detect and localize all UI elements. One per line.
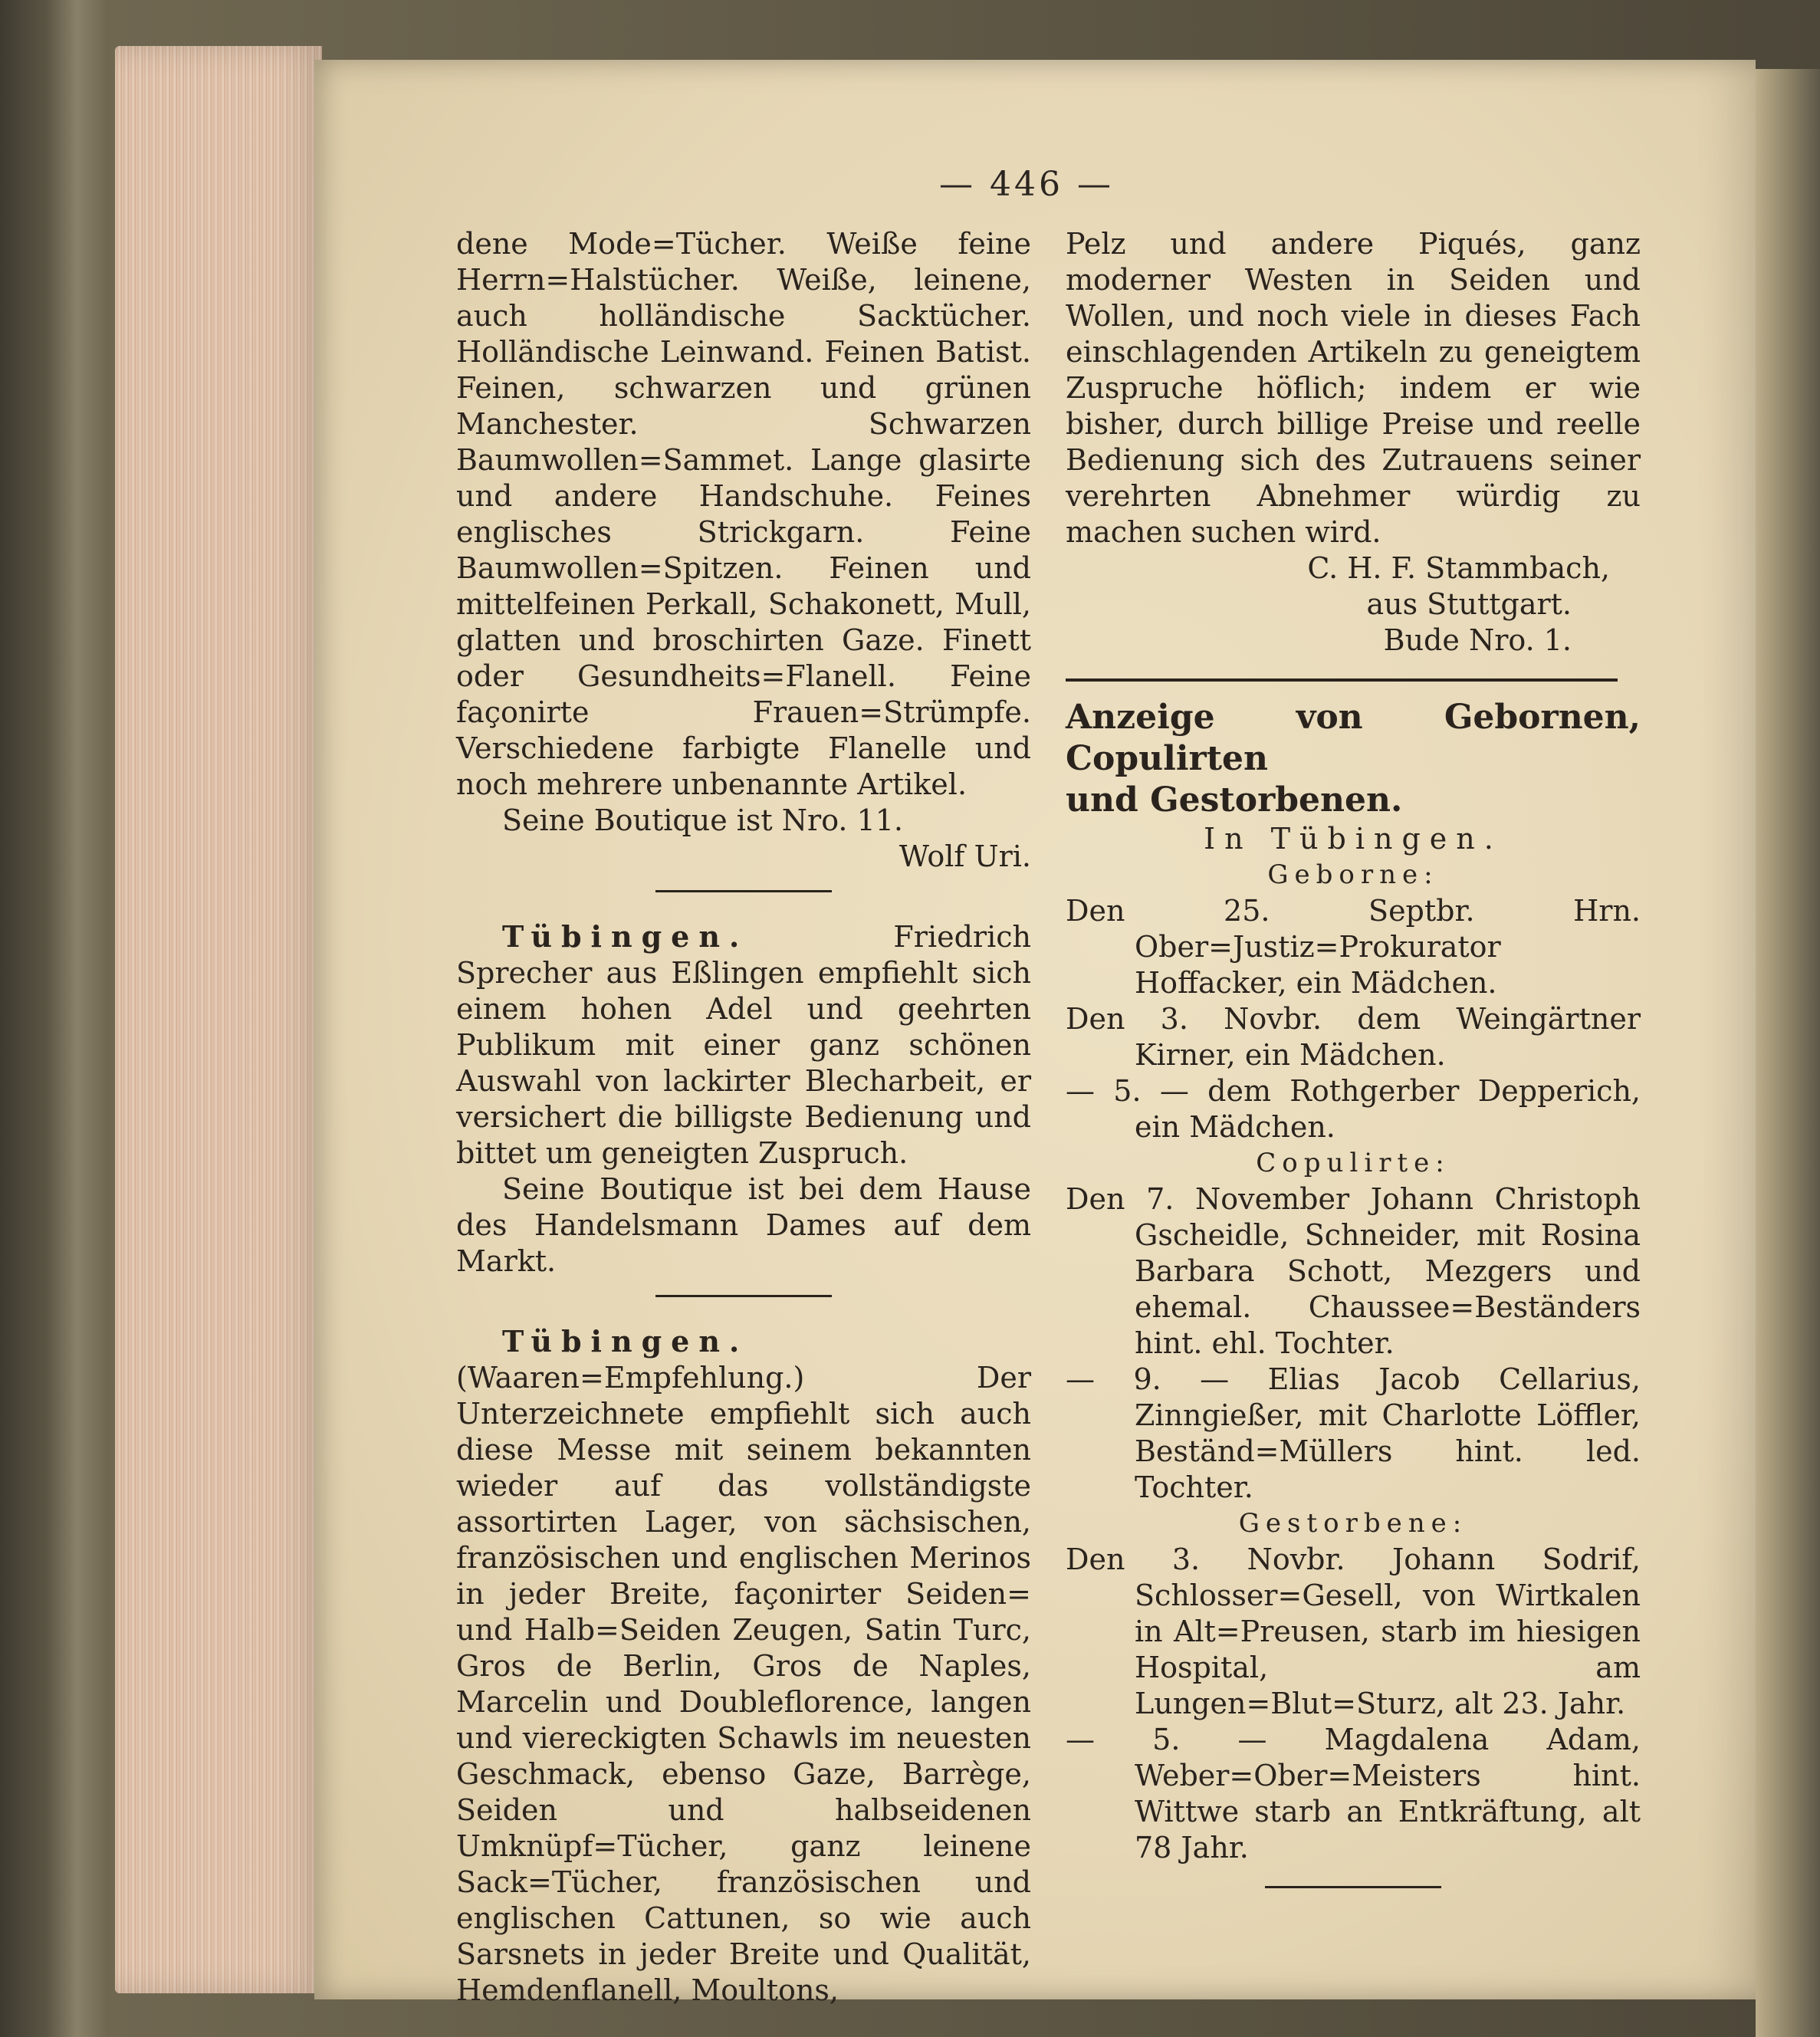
binding-shadow: [1756, 69, 1820, 2037]
divider: [655, 890, 832, 892]
birth-entry: Den 25. Septbr. Hrn. Ober=Justiz=Prokurator Hoffacker, ein Mädchen.: [1066, 894, 1641, 1000]
booth-note: Seine Boutique ist Nro. 11.: [502, 803, 904, 837]
divider: [655, 1295, 832, 1297]
advert-block: [456, 918, 1031, 1171]
left-column: [456, 226, 1031, 2009]
signature-origin: aus Stuttgart.: [1366, 587, 1572, 621]
deaths-label: Gestorbene:: [1238, 1508, 1468, 1539]
advert-text: Pelz und andere Piqués, ganz moderner Westen in Seiden und Wollen, und noch viele in dieses Fach einschlagenden Artikeln zu geneigtem Zuspruche höflich; indem er wie bisher, durch billige Preise und reelle Bedienung sich des Zutrauens seiner verehrten Abnehmer würdig zu machen suchen wird.: [1066, 227, 1641, 549]
death-entry: — 5. — Magdalena Adam, Weber=Ober=Meisters hint. Wittwe starb an Entkräftung, alt 78 Jahr.: [1066, 1723, 1641, 1865]
page-edges: [115, 46, 322, 1993]
birth-entry: — 5. — dem Rothgerber Depperich, ein Mädchen.: [1066, 1074, 1641, 1144]
births-label: Geborne:: [1267, 859, 1439, 890]
section-heading: und Gestorbenen.: [1066, 780, 1403, 820]
place-name: Tübingen.: [502, 919, 749, 954]
section-heading: Anzeige von Gebornen, Copulirten: [1066, 698, 1641, 778]
place-name: Tübingen.: [502, 1324, 749, 1359]
section-place: In Tübingen.: [1204, 822, 1503, 856]
booth-note: Seine Boutique ist bei dem Hause des Handelsmann Dames auf dem Markt.: [456, 1172, 1031, 1278]
divider: [1265, 1886, 1441, 1888]
section-divider: [1066, 678, 1618, 682]
advert-title: (Waaren=Empfehlung.): [456, 1361, 805, 1395]
booth-number: Bude Nro. 1.: [1383, 623, 1572, 657]
right-column: [1066, 226, 1641, 1904]
signature: Wolf Uri.: [899, 839, 1031, 873]
birth-entry: Den 3. Novbr. dem Weingärtner Kirner, ein Mädchen.: [1066, 1002, 1641, 1072]
advert-block: [456, 1323, 1031, 2009]
death-entry: Den 3. Novbr. Johann Sodrif, Schlosser=Gesell, von Wirtkalen in Alt=Preusen, starb im hiesigen Hospital, am Lungen=Blut=Sturz, alt 23. Jahr.: [1066, 1543, 1641, 1720]
advert-text: Der Unterzeichnete empfiehlt sich auch diese Messe mit seinem bekannten wieder auf das vollständigste assortirten Lager, von sächsischen, französischen und englischen Merinos in jeder Breite, façonirter Seiden= und Halb=Seiden Zeugen, Satin Turc, Gros de Berlin, Gros de Naples, Marcelin und Doubleflorence, langen und viereckigten Schawls im neuesten Geschmack, ebenso Gaze, Barrège, Seiden und halbseidenen Umknüpf=Tücher, ganz leinene Sack=Tücher, französischen und englischen Cattunen, so wie auch Sarsnets in jeder Breite und Qualität, Hemdenflanell, Moultons,: [456, 1361, 1031, 2007]
advert-text: Friedrich Sprecher aus Eßlingen empfiehlt sich einem hohen Adel und geehrten Publikum mit einer ganz schönen Auswahl von lackirter Blecharbeit, er versichert die billigste Bedienung und bittet um geneigten Zuspruch.: [456, 920, 1031, 1170]
page-number: — 446 —: [939, 165, 1114, 204]
advert-text: dene Mode=Tücher. Weiße feine Herrn=Halstücher. Weiße, leinene, auch holländische Sacktücher. Holländische Leinwand. Feinen Batist. Feinen, schwarzen und grünen Manchester. Schwarzen Baumwollen=Sammet. Lange glasirte und andere Handschuhe. Feines englisches Strickgarn. Feine Baumwollen=Spitzen. Feinen und mittelfeinen Perkall, Schakonett, Mull, glatten und broschirten Gaze. Finett oder Gesundheits=Flanell. Feine façonirte Frauen=Strümpfe. Verschiedene farbigte Flanelle und noch mehrere unbenannte Artikel.: [456, 227, 1031, 801]
marriage-entry: Den 7. November Johann Christoph Gscheidle, Schneider, mit Rosina Barbara Schott, Mezgers und ehemal. Chaussee=Beständers hint. ehl. Tochter.: [1066, 1182, 1641, 1360]
marriages-label: Copulirte:: [1256, 1148, 1450, 1178]
signature-name: C. H. F. Stammbach,: [1307, 551, 1610, 585]
marriage-entry: — 9. — Elias Jacob Cellarius, Zinngießer, mit Charlotte Löffler, Beständ=Müllers hint. led. Tochter.: [1066, 1362, 1641, 1504]
